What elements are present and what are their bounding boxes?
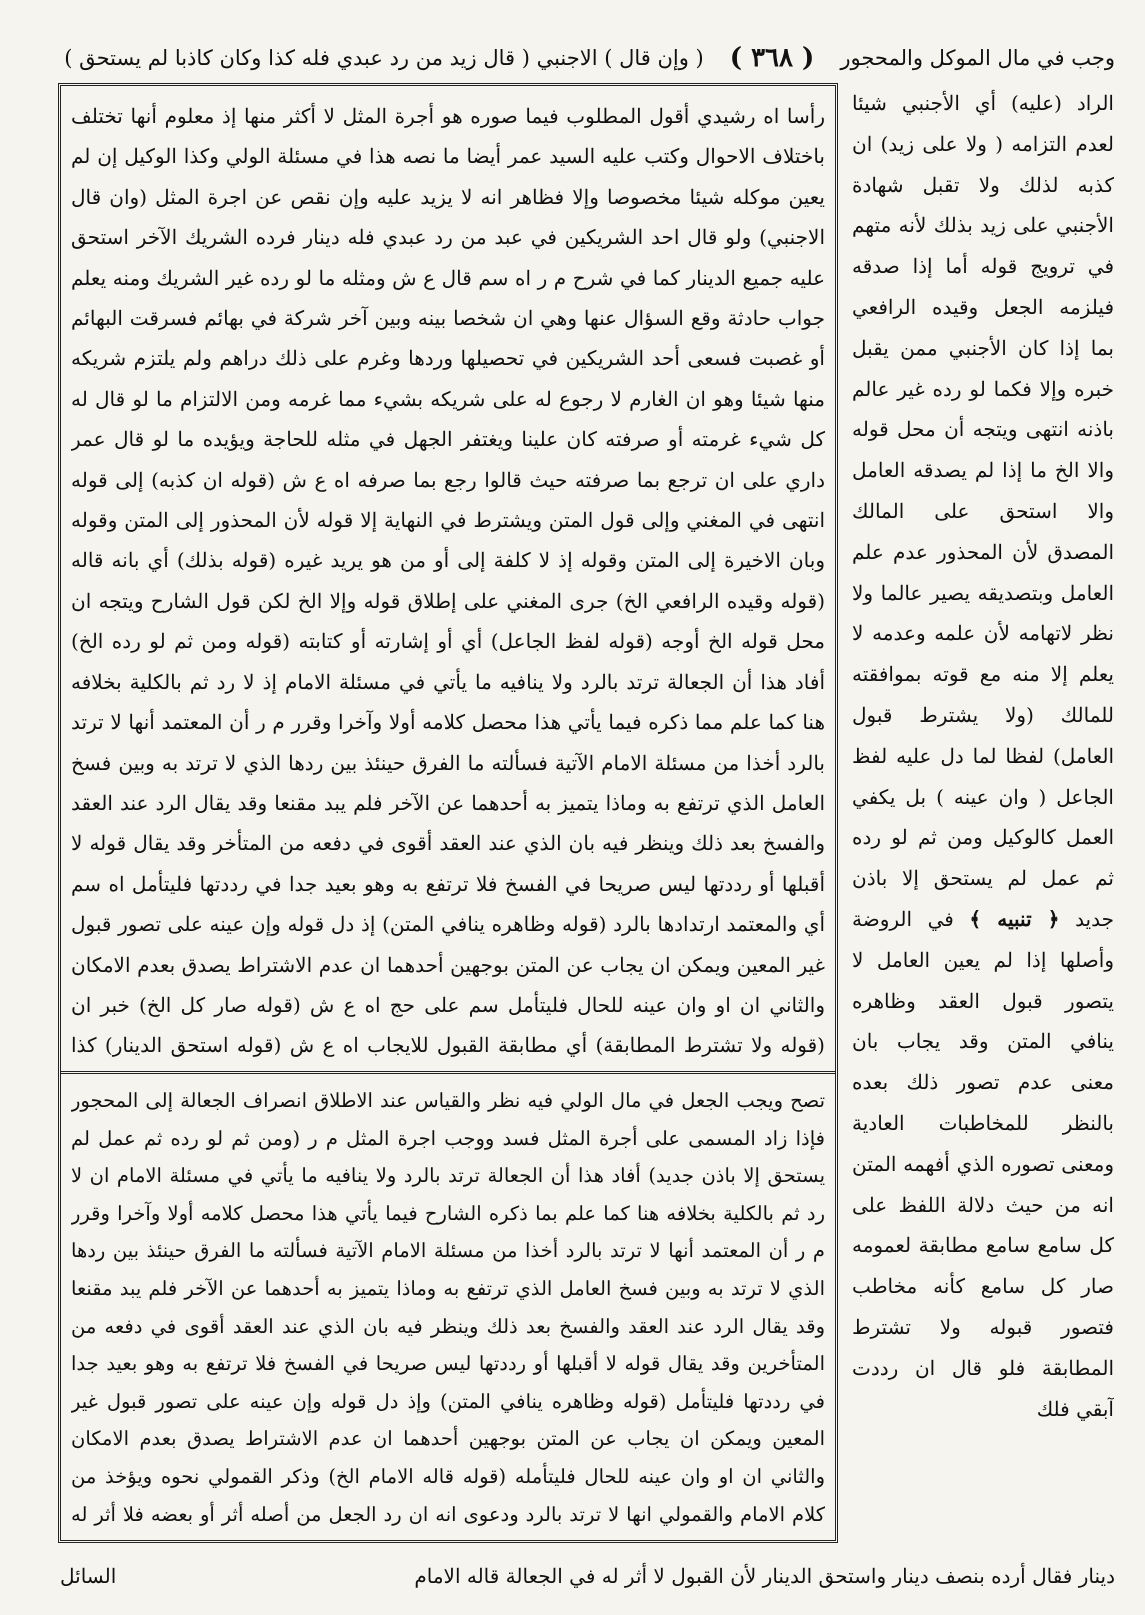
margin-text: الراد (عليه) أي الأجنبي شيئا لعدم التزامه ( ولا على زيد) ان كذبه لذلك ولا تقبل شهادة الأجنبي على زيد بذلك لأنه متهم في ترويج قوله أما إذا صدقه فيلزمه الجعل وقيده الرافعي بما إذا كان الأجنبي ممن يقبل خبره وإلا فكما لو رده غير عالم باذنه انتهى ويتجه أن محل قوله والا الخ ما إذا لم يصدقه العامل والا استحق على المالك المصدق لأن المحذور عدم علم العامل وبتصديقه يصير عالما ولا نظر لاتهامه لأن علمه وعدمه لا يعلم إلا منه مع قوته بموافقته للمالك (ولا يشترط قبول العامل) لفظا لما دل عليه لفظ الجاعل ( وان عينه ) بل يكفي العمل كالوكيل ومن ثم لو رده ثم عمل لم يستحق إلا باذن جديد (852, 91, 1114, 931)
commentary-frame (58, 83, 838, 1543)
section-divider (61, 1071, 835, 1074)
page-header (54, 38, 1115, 78)
notice-label: ﴿ تنبيه ﴾ (969, 906, 1060, 931)
footer-continuation: دينار فقال أرده بنصف دينار واستحق الدينار لأن القبول لا أثر له في الجعالة قاله الامام (414, 1564, 1115, 1588)
margin-main-text (852, 83, 1114, 1543)
notice-text: في الروضة وأصلها إذا لم يعين العامل لا يتصور قبول العقد وظاهره ينافي المتن وقد يجاب بان معنى عدم تصور ذلك بعده بالنظر للمخاطبات العادية ومعنى تصوره الذي أفهمه المتن انه من حيث دلالة اللفظ على كل سامع سامع مطابقة لعمومه صار كل سامع كأنه مخاطب فتصور قبوله ولا تشترط المطابقة فلو قال ان رددت آبقي فلك (852, 906, 1114, 1421)
catchword: السائل (60, 1564, 117, 1588)
main-text-heading: ( وإن قال ) الاجنبي ( قال زيد من رد عبدي فله كذا وكان كاذبا لم يستحق ) (64, 46, 704, 70)
upper-commentary: رأسا اه رشيدي أقول المطلوب فيما صوره هو أجرة المثل لا أكثر منها إذ معلوم أنها تختلف باختلاف الاحوال وكتب عليه السيد عمر أيضا ما نصه هذا في مسئلة الولي وكذا الوكيل إن لم يعين موكله شيئا مخصوصا وإلا فظاهر انه لا يزيد عليه وإن نقص عن اجرة المثل (وان قال الاجنبي) ولو قال احد الشريكين في عبد من رد عبدي فله دينار فرده الشريك الآخر استحق عليه جميع الدينار كما في شرح م ر اه سم قال ع ش ومثله ما لو رده غير الشريك ومنه يعلم جواب حادثة وقع السؤال عنها وهي ان شخصا بينه وبين آخر شركة في بهائم فسرقت البهائم أو غصبت فسعى أحد الشريكين في تحصيلها وردها وغرم على ذلك دراهم ولم يلتزم شريكه منها شيئا وهو ان الغارم لا رجوع له على شريكه بشيء مما غرمه ومن الالتزام ما لو قال له كل شيء غرمته أو صرفته كان علينا ويغتفر الجهل في مثله للحاجة ويؤيده ما لو قال عمر داري على ان ترجع بما صرفته حيث قالوا رجع بما صرفه اه ع ش (قوله ان كذبه) إلى قوله انتهى في المغني وإلى قول المتن ويشترط في النهاية إلا قوله لأن المحذور إلى المتن وقوله وبان الاخيرة إلى المتن وقوله إذ لا كلفة إلى أو من هو يريد غيره (قوله بذلك) أي بانه قاله (قوله وقيده الرافعي الخ) جرى المغني على إطلاق قوله وإلا الخ لكن قول الشارح ويتجه ان محل قوله الخ أوجه (قوله لفظ الجاعل) أي أو إشارته أو كتابته (قوله ومن ثم لو رده الخ) أفاد هذا أن الجعالة ترتد بالرد ولا ينافيه ما يأتي في مسئلة الامام إذ لا رد ثم بالكلية بخلافه هنا كما علم مما ذكره فيما يأتي هذا محصل كلامه أولا وآخرا وقرر م ر أن المعتمد أنها لا ترتد بالرد أخذا من مسئلة الامام الآتية فسألته ما الفرق حينئذ بين ردها الذي لا ترتد به وبين فسخ العامل الذي ترتفع به وماذا يتميز به أحدهما عن الآخر فلم يبد مقنعا وقد يقال الرد عند العقد والفسخ بعد ذلك وينظر فيه بان الذي عند العقد أقوى في دفعه من المتأخر وقد يقال قوله لا أقبلها أو رددتها ليس صريحا في الفسخ فلا ترتفع به وهو بعيد جدا في رددتها فليتأمل اه سم أي والمعتمد ارتدادها بالرد (قوله وظاهره ينافي المتن) إذ دل قوله وإن عينه على تصور قبول غير المعين ويمكن ان يجاب عن المتن بوجهين أحدهما ان عدم الاشتراط يصدق بعدم الامكان والثاني ان او وان عينه للحال فليتأمل سم على حج اه ع ش (قوله صار كل الخ) خبر ان (قوله ولا تشترط المطابقة) أي مطابقة القبول للايجاب اه ع ش (قوله استحق الدينار) كذا (71, 104, 825, 1058)
lower-commentary: تصح ويجب الجعل في مال الولي فيه نظر والقياس عند الاطلاق انصراف الجعالة إلى المحجور فإذا زاد المسمى على أجرة المثل فسد ووجب اجرة المثل م ر (ومن ثم لو رده ثم عمل لم يستحق إلا باذن جديد) أفاد هذا أن الجعالة ترتد بالرد ولا ينافيه ما يأتي في مسئلة الامام ان لا رد ثم بالكلية بخلافه هنا كما علم بما ذكره الشارح فيما يأتي هذا محصل كلامه أولا وآخرا وقرر م ر أن المعتمد أنها لا ترتد بالرد أخذا من مسئلة الامام الآتية فسألته ما الفرق حينئذ بين ردها الذي لا ترتد به وبين فسخ العامل الذي ترتفع به وماذا يتميز به أحدهما عن الآخر فلم يبد مقنعا وقد يقال الرد عند العقد والفسخ بعد ذلك وينظر فيه بان الذي عند العقد أقوى في دفعه من المتأخرين وقد يقال قوله لا أقبلها أو رددتها ليس صريحا في الفسخ فلا ترتفع به وهو بعيد جدا في رددتها فليتأمل (قوله وظاهره ينافي المتن) وإذ دل قوله وإن عينه على تصور قبول غير المعين ويمكن ان يجاب عن المتن بوجهين أحدهما ان عدم الاشتراط يصدق بعدم الامكان والثاني ان او وان عينه للحال فليتأمله (قوله قاله الامام الخ) وذكر القمولي نحوه ويؤخذ من كلام الامام والقمولي انها لا ترتد بالرد ودعوى انه ان رد الجعل من أصله أثر أو بعضه فلا أثر له (71, 1089, 825, 1526)
page-number: ( ٣٦٨ ) (729, 43, 815, 73)
page-footer (60, 1556, 1115, 1596)
running-title: وجب في مال الموكل والمحجور (840, 46, 1115, 70)
